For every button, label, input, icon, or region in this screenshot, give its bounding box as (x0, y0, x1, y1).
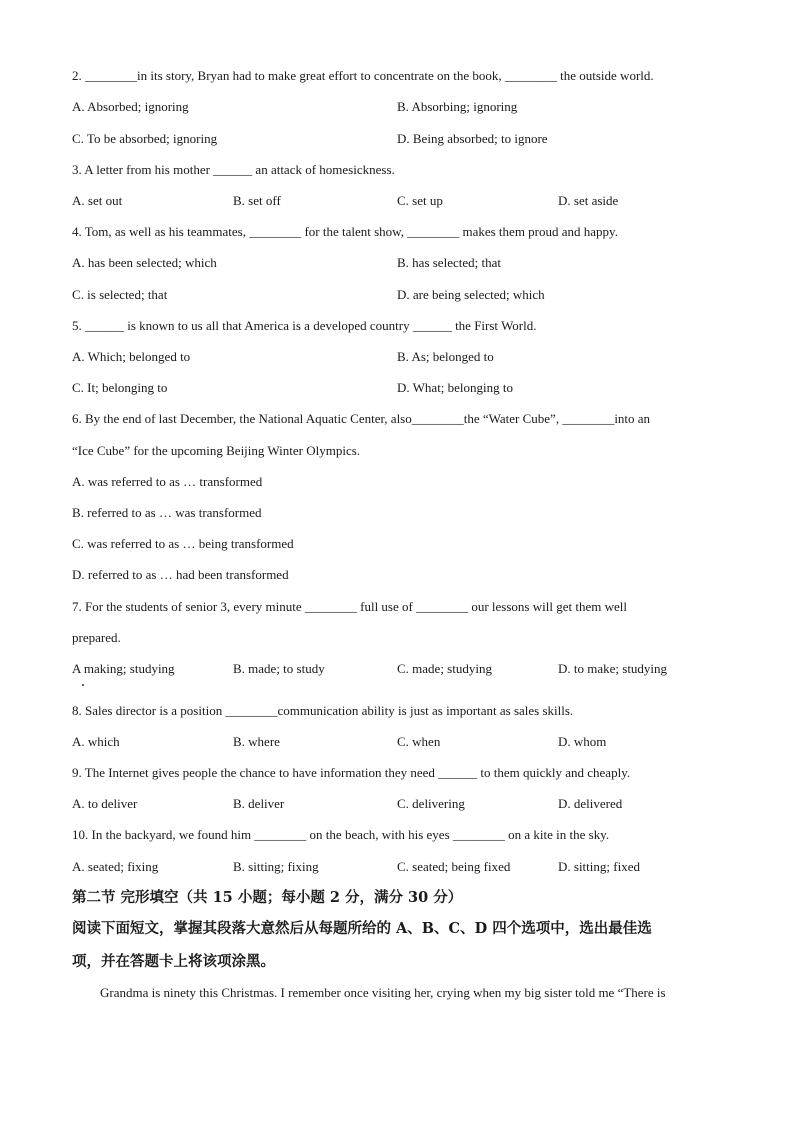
question-5-stem: 5. ______ is known to us all that America is a developed country ______ the First World. (72, 318, 537, 333)
question-7-stem-line-2: prepared. (72, 630, 121, 645)
question-5-option-b: B. As; belonged to (397, 349, 494, 364)
question-4-option-d: D. are being selected; which (397, 287, 545, 302)
question-5-option-c: C. It; belonging to (72, 380, 168, 395)
question-8-option-c: C. when (397, 734, 441, 749)
question-9-option-c: C. delivering (397, 796, 465, 811)
question-4-option-a: A. has been selected; which (72, 255, 217, 270)
question-9-option-d: D. delivered (558, 796, 623, 811)
question-2-stem: 2. ________in its story, Bryan had to make great effort to concentrate on the book, ________ the outside world. (72, 68, 654, 83)
question-7-stem-line-1: 7. For the students of senior 3, every minute ________ full use of ________ our lessons will get them well (72, 599, 627, 614)
question-4-stem: 4. Tom, as well as his teammates, ________ for the talent show, ________ makes them proud and happy. (72, 224, 618, 239)
question-8-option-a: A. which (72, 734, 120, 749)
question-10-option-a: A. seated; fixing (72, 859, 159, 874)
question-7-option-b: B. made; to study (233, 661, 325, 676)
question-7-option-d: D. to make; studying (558, 661, 668, 676)
question-8-option-b: B. where (233, 734, 280, 749)
section-heading: 第二节 完形填空（共 15 小题；每小题 2 分，满分 30 分） (72, 889, 463, 906)
question-3-option-c: C. set up (397, 193, 443, 208)
question-6-stem-line-2: “Ice Cube” for the upcoming Beijing Winter Olympics. (72, 443, 361, 458)
question-7-option-c: C. made; studying (397, 661, 492, 676)
question-4-option-b: B. has selected; that (397, 255, 501, 270)
question-10-option-d: D. sitting; fixed (558, 859, 640, 874)
section-instruction-line-2: 项，并在答题卡上将该项涂黑。 (72, 953, 275, 970)
question-10-option-b: B. sitting; fixing (233, 859, 319, 874)
passage-line-1: Grandma is ninety this Christmas. I remember once visiting her, crying when my big sister told me “There is (100, 985, 666, 1000)
question-3-option-b: B. set off (233, 193, 281, 208)
question-3-option-a: A. set out (72, 193, 123, 208)
question-8-stem: 8. Sales director is a position ________communication ability is just as important as sales skills. (72, 703, 574, 718)
question-6-option-d: D. referred to as … had been transformed (72, 567, 289, 582)
question-6-option-b: B. referred to as … was transformed (72, 505, 262, 520)
section-instruction-line-1: 阅读下面短文，掌握其段落大意然后从每题所给的 A、B、C、D 四个选项中，选出最佳选 (72, 920, 652, 937)
stray-dot-mark (82, 684, 84, 686)
question-5-option-a: A. Which; belonged to (72, 349, 191, 364)
question-3-stem: 3. A letter from his mother ______ an attack of homesickness. (72, 162, 395, 177)
question-9-option-a: A. to deliver (72, 796, 138, 811)
question-7-option-a: A making; studying (72, 661, 175, 676)
question-10-stem: 10. In the backyard, we found him ________ on the beach, with his eyes ________ on a kite in the sky. (72, 827, 610, 842)
question-10-option-c: C. seated; being fixed (397, 859, 511, 874)
question-5-option-d: D. What; belonging to (397, 380, 514, 395)
question-9-option-b: B. deliver (233, 796, 285, 811)
question-6-stem-line-1: 6. By the end of last December, the National Aquatic Center, also________the “Water Cube”, ________into an (72, 411, 651, 426)
question-6-option-a: A. was referred to as … transformed (72, 474, 263, 489)
question-2-option-c: C. To be absorbed; ignoring (72, 131, 218, 146)
question-6-option-c: C. was referred to as … being transformed (72, 536, 294, 551)
question-2-option-d: D. Being absorbed; to ignore (397, 131, 548, 146)
question-2-option-a: A. Absorbed; ignoring (72, 99, 189, 114)
question-2-option-b: B. Absorbing; ignoring (397, 99, 518, 114)
question-9-stem: 9. The Internet gives people the chance to have information they need ______ to them quickly and cheaply. (72, 765, 631, 780)
question-4-option-c: C. is selected; that (72, 287, 168, 302)
question-8-option-d: D. whom (558, 734, 607, 749)
question-3-option-d: D. set aside (558, 193, 619, 208)
